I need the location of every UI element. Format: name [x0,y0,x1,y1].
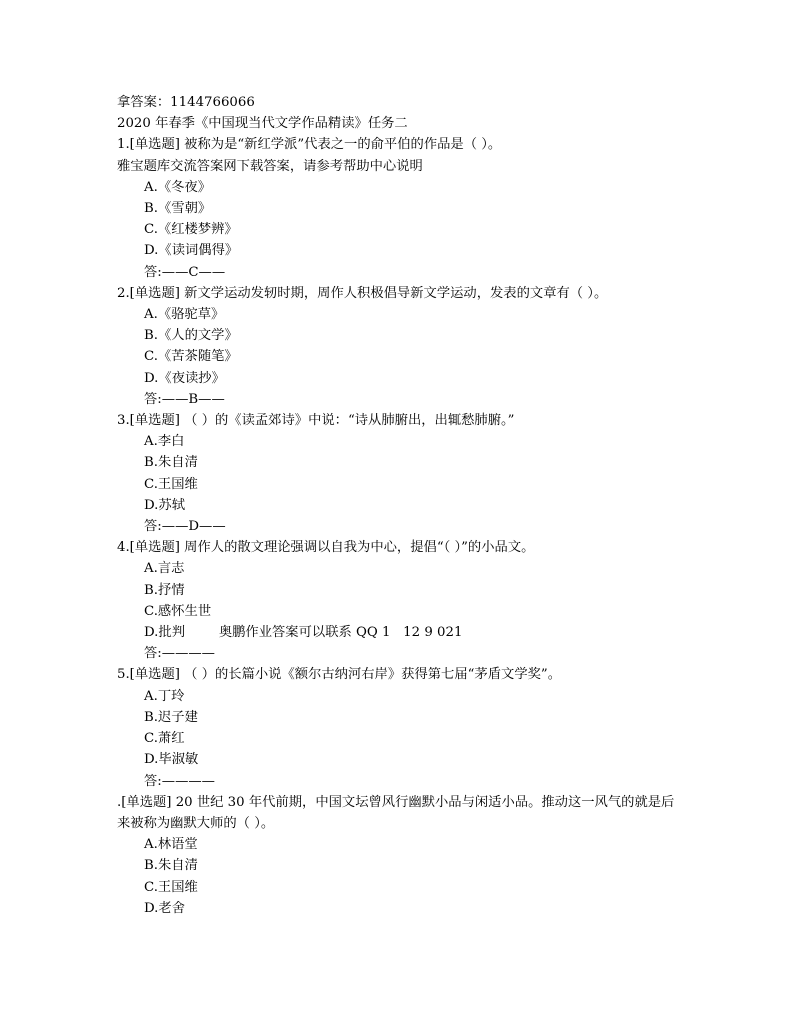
option-b: B.《人的文学》 [144,328,238,344]
option-a: A.林语堂 [144,837,198,853]
question-stem: 3.[单选题] （ ）的《读孟郊诗》中说：“诗从肺腑出，出辄愁肺腑。” [117,413,515,429]
answer-line: 答:——B—— [144,391,225,407]
option-c: C.感怀生世 [144,603,212,619]
option-list [117,558,687,643]
option-c: C.《红楼梦辨》 [144,222,238,238]
question-6 [117,792,687,919]
option-list [117,686,687,771]
question-5 [117,664,687,791]
option-d: D.批判 奥鹏作业答案可以联系 QQ 1 12 9 021 [144,625,463,641]
option-a: A.《骆驼草》 [144,307,225,323]
answer-line: 答:———— [144,773,215,789]
option-a: A.丁玲 [144,688,185,704]
option-list [117,431,687,516]
answer-line: 答:——C—— [144,264,226,280]
question-stem: .[单选题] 20 世纪 30 年代前期，中国文坛曾风行幽默小品与闲适小品。推动这一风气的就是后来被称为幽默大师的（ ）。 [117,794,675,831]
option-d: D.《夜读抄》 [144,370,225,386]
option-c: C.王国维 [144,879,198,895]
option-b: B.朱自清 [144,455,198,471]
question-4 [117,537,687,664]
course-title: 2020 年春季《中国现当代文学作品精读》任务二 [117,116,408,132]
option-a: A.李白 [144,434,185,450]
question-stem: 1.[单选题] 被称为是“新红学派”代表之一的俞平伯的作品是（ ）。 [117,137,502,153]
option-d: D.老舍 [144,900,186,916]
option-list [117,177,687,262]
answer-contact-line: 拿答案：1144766066 [117,95,255,110]
option-c: C.王国维 [144,476,198,492]
option-c: C.萧红 [144,731,185,747]
question-stem: 2.[单选题] 新文学运动发轫时期，周作人积极倡导新文学运动，发表的文章有（ ）。 [117,285,608,301]
option-list [117,834,687,919]
answer-line: 答:——D—— [144,519,226,535]
question-2 [117,283,687,410]
question-note: 雅宝题库交流答案网下载答案，请参考帮助中心说明 [117,158,423,174]
option-b: B.《雪朝》 [144,201,212,217]
question-stem: 5.[单选题] （ ）的长篇小说《额尔古纳河右岸》获得第七届“茅盾文学奖”。 [117,667,562,683]
question-stem: 4.[单选题] 周作人的散文理论强调以自我为中心，提倡“（ ）”的小品文。 [117,540,535,556]
option-a: A.《冬夜》 [144,179,212,195]
option-d: D.《读词偶得》 [144,243,239,259]
document-content [117,92,687,919]
answer-line: 答:———— [144,646,215,662]
option-d: D.苏轼 [144,497,186,513]
option-b: B.朱自清 [144,858,198,874]
option-list [117,304,687,389]
option-c: C.《苦茶随笔》 [144,349,238,365]
option-b: B.迟子建 [144,709,198,725]
question-3 [117,410,687,537]
option-b: B.抒情 [144,582,185,598]
option-d: D.毕淑敏 [144,752,199,768]
option-a: A.言志 [144,561,185,577]
question-1 [117,134,687,282]
